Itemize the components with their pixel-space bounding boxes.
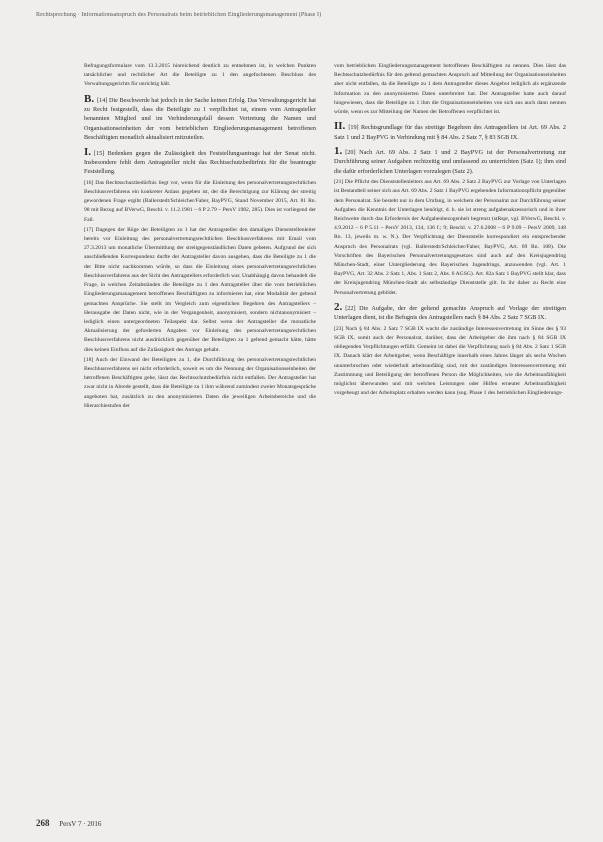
section-number: I. — [84, 145, 92, 158]
section-number: B. — [84, 92, 95, 105]
running-header: Rechtsprechung · Informationsanspruch des Personalrats beim betrieblichen Eingliederungsmanagement (Phase I) — [36, 12, 322, 18]
body-paragraph: [16] Das Rechtsschutzbedürfnis liegt vor, wenn für die Einleitung des personalvertretungsrechtlichen Beschlussverfahrens ein konkreter Anlass gegeben ist, der die Berechtigung zur Klärung der streitig gewordenen Frage ergibt (Ballerstedt/Schleicher/Faber, BayPVG, Stand November 2015, Art. 81 Rn. 98 mit Bezug auf BVerwG, Beschl. v. 11.2.1981 – 6 P 2.79 – PersV 1982, 285). Dies ist vorliegend der Fall. — [84, 179, 316, 223]
section-number: 2. — [334, 300, 343, 313]
section-text: [20] Nach Art. 69 Abs. 2 Satz 1 und 2 BayPVG ist der Personalvertretung zur Durchführung seiner Aufgaben rechtzeitig und umfassend zu unterrichten (Satz 1); ihm sind die dafür erforderlichen Unterlagen vorzulegen (Satz 2). — [334, 149, 566, 175]
section-paragraph — [334, 122, 566, 142]
body-paragraph: [18] Auch der Einwand der Beteiligten zu 1, die Durchführung des personalvertretungsrechtlichen Beschlussverfahrens sei nicht erforderlich, soweit es um die Nennung der Organisationseinheiten der betroffenen Beschäftigten gehe, lässt das Rechtsschutzbedürfnis nicht entfallen. Der Antragsteller hat zwar nicht in Abrede gestellt, dass die Beteiligte zu 1 ihm während zumindest zweier Monatsgespräche angeboten hat, zusätzlich zu den anonymisierten Daten die jeweiligen Arbeitsbereiche und die Hierarchiestufen der — [84, 356, 316, 409]
section-text: [14] Die Beschwerde hat jedoch in der Sache keinen Erfolg. Das Verwaltungsgericht hat zu Recht festgestellt, dass die Beteiligte zu 1 verpflichtet ist, einem vom Antragsteller benannten Mitglied und im Verhinderungsfall dessen Vertretung die Namen und Organisationseinheiten der vom betrieblichen Eingliederungsmanagement betroffenen Beschäftigten monatlich aktualisiert mitzuteilen. — [84, 96, 316, 142]
section-text: [15] Bedenken gegen die Zulässigkeit des Feststellungsantrags hat der Senat nicht. Insbesondere fehlt dem Antragsteller nicht das Rechtsschutzbedürfnis für die beantragte Feststellung. — [84, 149, 316, 176]
section-text: [22] Die Aufgabe, der der geltend gemachte Anspruch auf Vorlage der streitigen Unterlagen dient, ist die Befugnis des Antragstellers nach § 84 Abs. 2 Satz 7 SGB IX. — [334, 304, 566, 322]
section-paragraph — [84, 145, 316, 177]
right-text-column — [334, 62, 566, 399]
section-paragraph — [84, 92, 316, 143]
page-number: 268 — [36, 818, 50, 828]
section-paragraph — [334, 147, 566, 176]
body-paragraph: Befragungsformulare vom 13.3.2015 hinreichend deutlich zu entnehmen ist, in welchen Punkten tatsächlicher und rechtlicher Art die Beteiligte zu 1 den angefochtenen Beschluss des Verwaltungsgerichts für unrichtig hält. — [84, 63, 316, 88]
body-paragraph: vom betrieblichen Eingliederungsmanagement betroffenen Beschäftigten zu nennen. Dies lässt das Rechtsschutzbedürfnis für den geltend gemachten Anspruch auf Mitteilung der Organisationseinheiten aber nicht entfallen, da die Beteiligte zu 1 dem Antragsteller dieses Angebot lediglich als ergänzende Information zu den anonymisierten Daten unterbreitet hat. Der Antragsteller hatte auch darauf hingewiesen, dass die Beteiligte zu 1 ihm die Organisationseinheiten von sich aus auch dann nennen würde, wenn es zur Mitteilung der Namen der Betroffenen verpflichtet ist. — [334, 63, 566, 116]
section-paragraph — [334, 300, 566, 323]
body-paragraph: [17] Dagegen der Rüge der Beteiligten zu 1 hat der Antragsteller den damaligen Dienststellenleiter bereits vor Einleitung des personalvertretungsrechtlichen Beschlussverfahrens mit Email vom 27.3.2013 um monatliche Übermittlung der streitgegenständlichen Daten gebeten. Aufgrund der sich anschließenden Korrespondenz durfte der Antragsteller davon ausgehen, dass die Beteiligte zu 1 die der Bitte nicht nachkommen würde, so dass die Einleitung eines personalvertretungsrechtlichen Beschlussverfahrens aus der Sicht des Antragstellers erforderlich war. Unabhängig davon behandelt die Frage, in welchen Zeitabständen die Beteiligte zu 1 den Antragsteller über die vom betrieblichen Eingliederungsmanagement betroffenen Beschäftigten zu informieren hat, eine Modalität der geltend gemachten Ansprüche. Sie stellt im Vergleich zum eigentlichen Begehren des Antragstellers – Herausgabe der Daten nicht, wie in der Vergangenheit, anonymisiert, sondern nichtanonymisiert – lediglich einen untergeordneten Teilaspekt dar. Selbst wenn der Antragsteller die monatliche Aktualisierung der geforderten Angaben vor Einleitung des personalvertretungsrechtlichen Beschlussverfahrens nicht ausdrücklich gegenüber der Beteiligten zu 1 geltend gemacht hätte, hätte dies keinen Einfluss auf die Zulässigkeit des Antrags gehabt. — [84, 226, 316, 353]
journal-issue: PersV 7 · 2016 — [59, 820, 102, 828]
body-paragraph: [23] Nach § 84 Abs. 2 Satz 7 SGB IX wacht die zuständige Interessenvertretung im Sinne des § 93 SGB IX, somit auch der Personalrat, darüber, dass der Arbeitgeber die ihm nach § 84 SGB IX obliegenden Verpflichtungen erfüllt. Gemeint ist dabei die Verpflichtung nach § 84 Abs. 2 Satz 1 SGB IX. Danach klärt der Arbeitgeber, wenn Beschäftigte innerhalb eines Jahres länger als sechs Wochen ununterbrochen oder wiederholt arbeitsunfähig sind, mit der zuständigen Interessenvertretung mit Zustimmung und Beteiligung der betroffenen Person die Möglichkeiten, wie die Arbeitsunfähigkeit möglichst überwunden und mit welchen Leistungen oder Hilfen erneuter Arbeitsunfähigkeit vorgebeugt und der Arbeitsplatz erhalten werden kann (sog. Phase 1 des betrieblichen Eingliederungs- — [334, 325, 566, 397]
body-paragraph: [21] Die Pflicht des Dienststellenleiters aus Art. 69 Abs. 2 Satz 2 BayPVG zur Vorlage von Unterlagen ist Bestandteil seiner sich aus Art. 69 Abs. 2 Satz 1 BayPVG ergebenden Informationspflicht gegenüber dem Personalrat. Sie besteht nur in dem Umfang, in welchem der Personalrat zur Durchführung seiner Aufgaben die Kenntnis der Unterlagen benötigt, d. h. sie ist streng aufgabenakzessorisch und in ihrer Reichweite durch das Erfordernis der Aufgabenbezogenheit begrenzt (stRspr, vgl. BVerwG, Beschl. v. 4.9.2012 – 6 P 5.11 – PersV 2013, 134, 136 f.; 9; Beschl. v. 27.6.2008 – 6 P 9.09 – PersV 2009, 148 Rn. 13, jeweils m. w. N.). Der Verpflichtung der Dienststelle korrespondiert ein entsprechender Anspruch des Personalrats (vgl. Ballerstedt/Schleicher/Faber, BayPVG, Art. 69 Rn. 108). Die Vorschriften des Bayerischen Personalvertretungsgesetzes sind auch auf den Kreisjugendring München-Stadt, einer Untergliederung des Bayerischen Jugendrings, anzuwenden (vgl. Art. 1 BayPVG, Art. 32 Abs. 2 Satz 1, Abs. 1 Satz 2, Abs. 6 AGSG). Art. 82a Satz 1 BayPVG stellt klar, dass der Kreisjugendring München-Stadt als selbständige Dienststelle gilt. In ihr daher zu Recht eine Personalvertretung gebildet. — [334, 179, 566, 296]
section-number: 1. — [334, 145, 343, 158]
left-text-column — [84, 62, 316, 412]
page-footer — [36, 818, 101, 828]
section-text: [19] Rechtsgrundlage für das streitige Begehren des Antragstellers ist Art. 69 Abs. 2 Satz 1 und 2 BayPVG in Verbindung mit § 84 Abs. 2 Satz 7, § 83 SGB IX. — [334, 124, 566, 141]
section-number: II. — [334, 120, 346, 133]
